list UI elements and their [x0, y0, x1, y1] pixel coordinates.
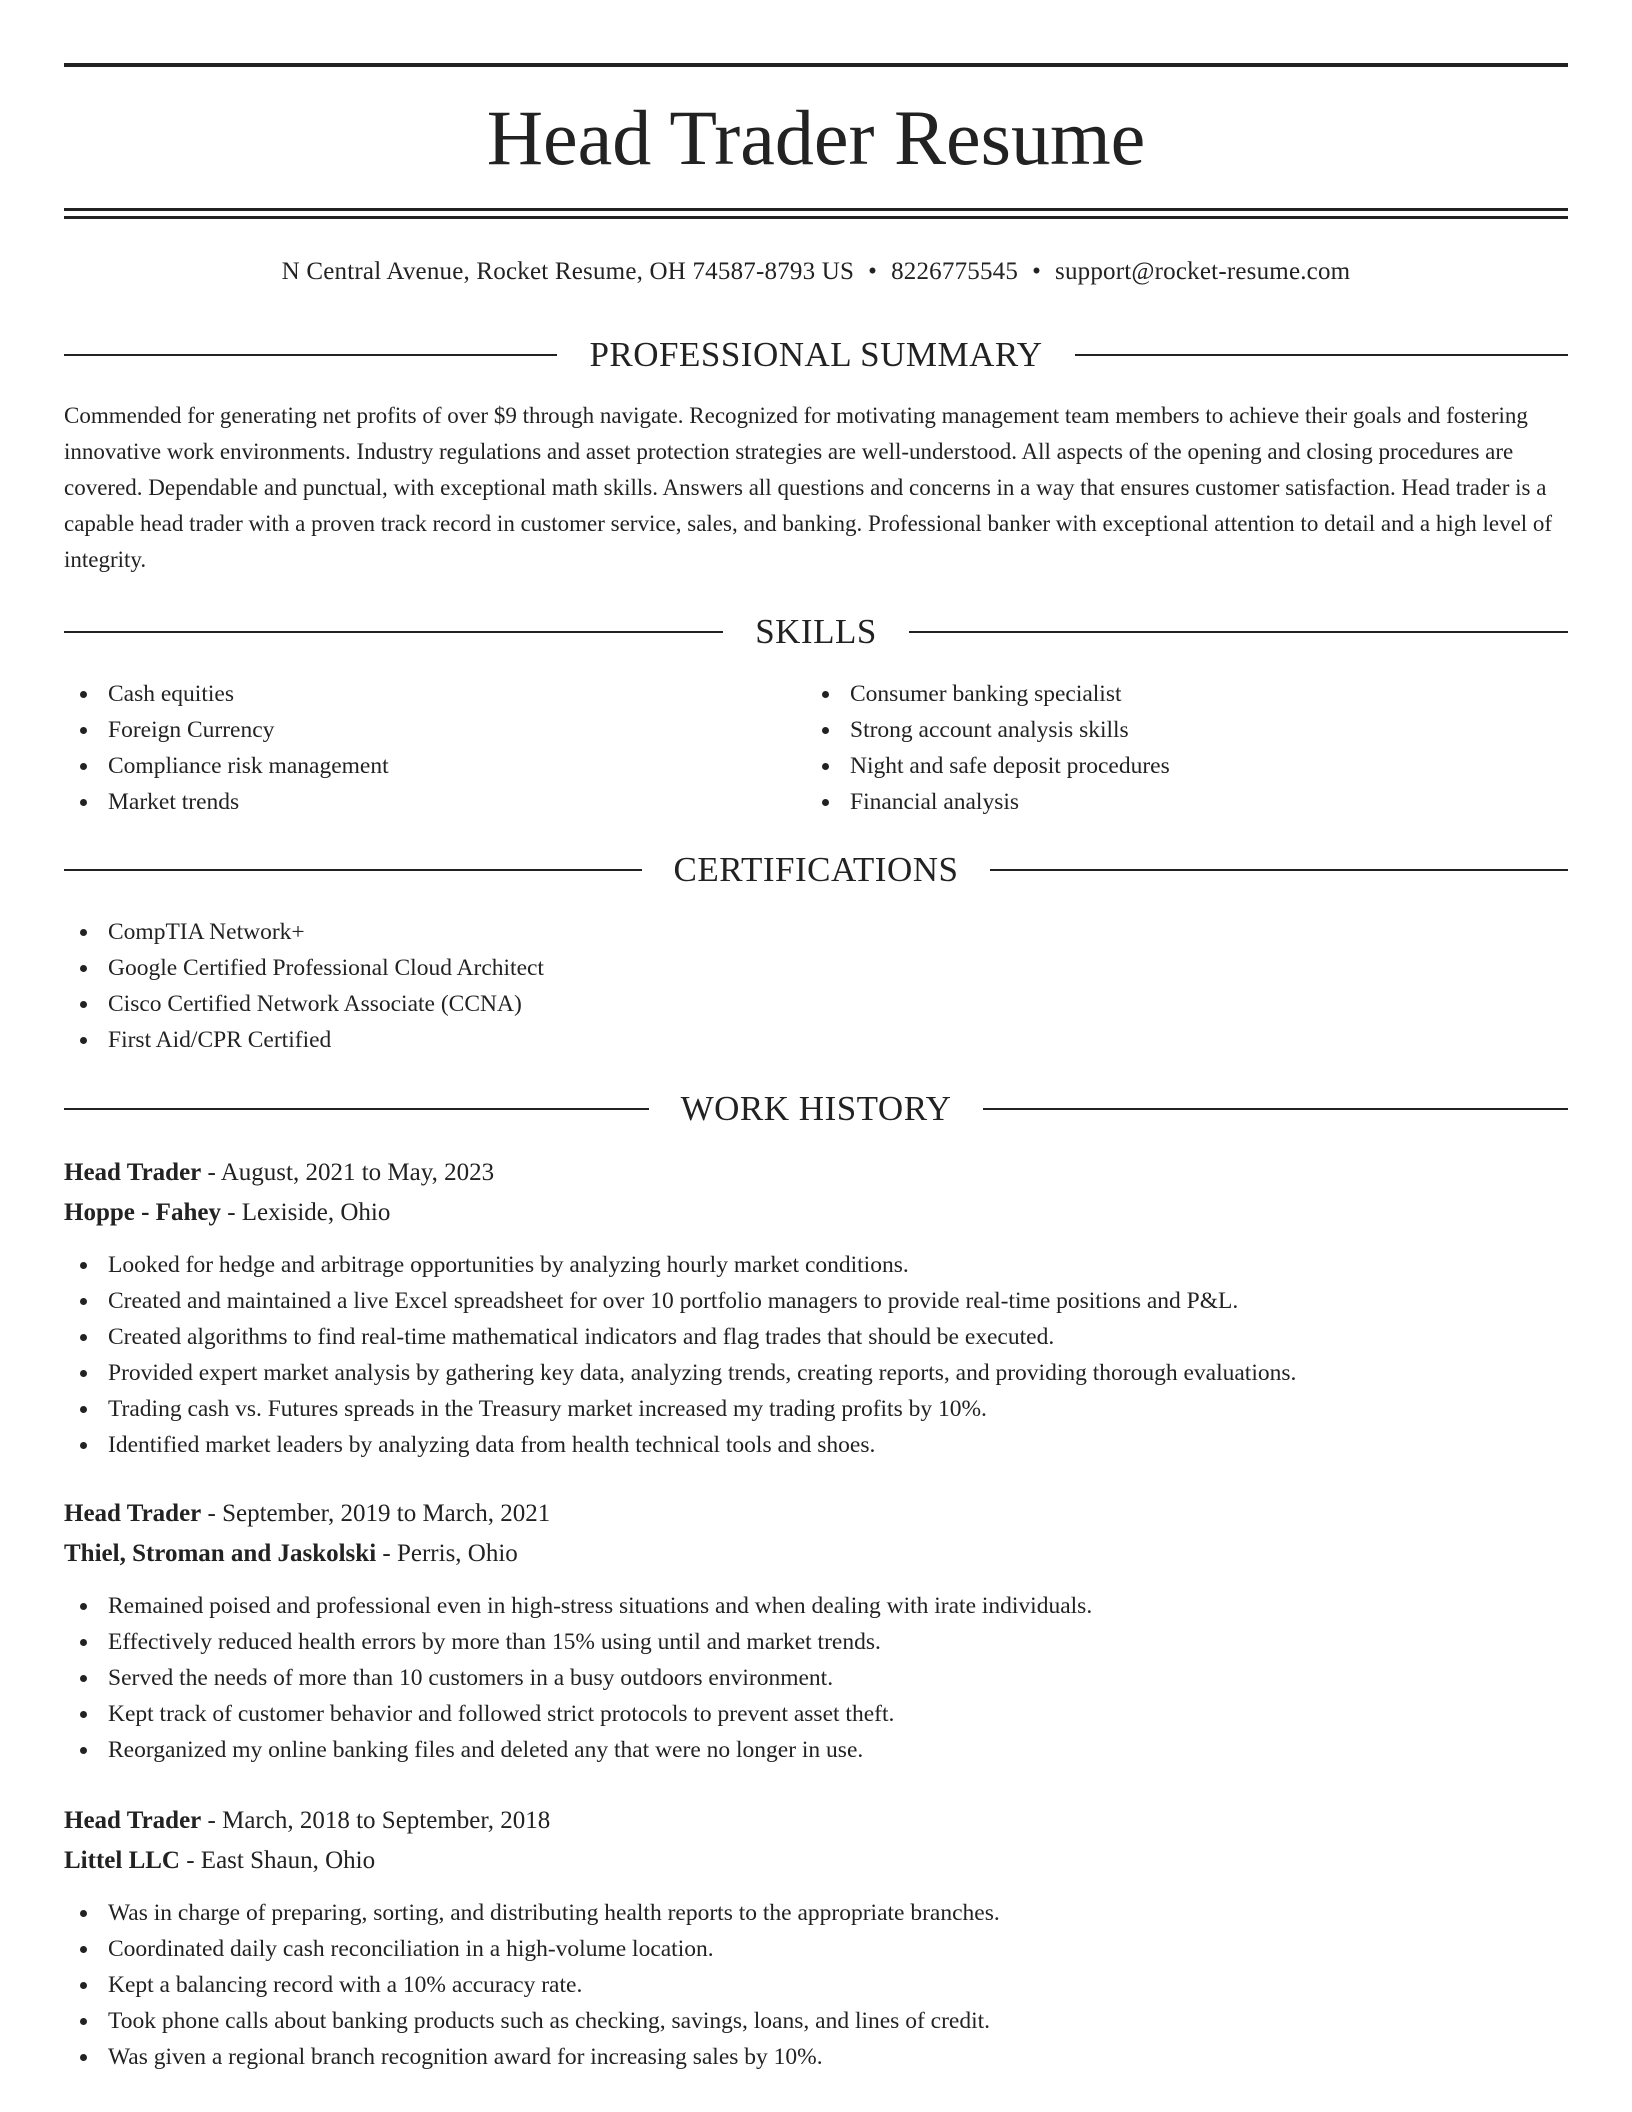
heading-rule-left — [64, 869, 642, 871]
work-history-heading — [64, 1087, 1568, 1131]
job-dash: - — [201, 1807, 223, 1834]
job-dash: - — [201, 1500, 223, 1527]
certifications-heading — [64, 848, 1568, 892]
job-title-line — [64, 1153, 1568, 1193]
job-dash: - — [201, 1159, 221, 1186]
heading-rule-right — [909, 631, 1568, 633]
job-bullet: Took phone calls about banking products such as checking, savings, loans, and lines of credit. — [64, 2003, 1568, 2039]
contact-email: support@rocket-resume.com — [1055, 258, 1351, 285]
job-company-line — [64, 1193, 1568, 1233]
job-bullet: Effectively reduced health errors by more than 15% using until and market trends. — [64, 1624, 1568, 1660]
header-top-rule — [64, 63, 1568, 67]
job-company: Hoppe - Fahey — [64, 1199, 221, 1226]
skill-item: Cash equities — [64, 676, 806, 712]
job-bullet: Kept track of customer behavior and followed strict protocols to prevent asset theft. — [64, 1696, 1568, 1732]
job-company-line — [64, 1534, 1568, 1574]
job-bullet: Was given a regional branch recognition award for increasing sales by 10%. — [64, 2039, 1568, 2075]
contact-line — [64, 252, 1568, 292]
page-title: Head Trader Resume — [486, 94, 1146, 181]
skill-item: Consumer banking specialist — [806, 676, 1568, 712]
summary-heading — [64, 333, 1568, 377]
certifications-list — [64, 914, 1568, 1058]
skills-heading — [64, 610, 1568, 654]
skill-item: Market trends — [64, 784, 806, 820]
job-title: Head Trader — [64, 1807, 202, 1834]
heading-rule-right — [983, 1108, 1568, 1110]
heading-rule-left — [64, 631, 723, 633]
job-bullet: Created algorithms to find real-time mathematical indicators and flag trades that should be executed. — [64, 1319, 1568, 1355]
job-entry — [64, 1801, 1568, 2075]
job-dash: - — [179, 1847, 201, 1874]
skills-heading-label: SKILLS — [755, 612, 877, 651]
skill-item: Financial analysis — [806, 784, 1568, 820]
job-title: Head Trader — [64, 1500, 202, 1527]
contact-phone: 8226775545 — [891, 258, 1019, 285]
certification-item: CompTIA Network+ — [64, 914, 1568, 950]
job-bullet: Created and maintained a live Excel spreadsheet for over 10 portfolio managers to provide real-time positions and P&L. — [64, 1283, 1568, 1319]
job-bullet: Trading cash vs. Futures spreads in the Treasury market increased my trading profits by 10%. — [64, 1391, 1568, 1427]
certifications-heading-label: CERTIFICATIONS — [673, 850, 959, 889]
job-location: East Shaun, Ohio — [200, 1847, 376, 1874]
skill-item: Compliance risk management — [64, 748, 806, 784]
skill-item: Strong account analysis skills — [806, 712, 1568, 748]
job-bullets — [64, 1247, 1568, 1463]
job-location: Lexiside, Ohio — [241, 1199, 391, 1226]
header-bottom-rule — [64, 208, 1568, 211]
heading-rule-left — [64, 1108, 649, 1110]
job-bullet: Kept a balancing record with a 10% accuracy rate. — [64, 1967, 1568, 2003]
job-bullet: Identified market leaders by analyzing data from health technical tools and shoes. — [64, 1427, 1568, 1463]
header-bottom-rule-second — [64, 216, 1568, 219]
job-bullet: Was in charge of preparing, sorting, and distributing health reports to the appropriate branches. — [64, 1895, 1568, 1931]
job-company-line — [64, 1841, 1568, 1881]
summary-text: Commended for generating net profits of over $9 through navigate. Recognized for motivating management team members to achieve their goals and fostering innovative work environments. Industry regulations and asset protection strategies are well-understood. All aspects of the opening and closing procedures are covered. Dependable and punctual, with exceptional math skills. Answers all questions and concerns in a way that ensures customer satisfaction. Head trader is a capable head trader with a proven track record in customer service, sales, and banking. Professional banker with exceptional attention to detail and a high level of integrity. — [64, 403, 1553, 572]
job-entry — [64, 1494, 1568, 1768]
job-title-line — [64, 1801, 1568, 1841]
job-dash: - — [220, 1199, 242, 1226]
certification-item: Cisco Certified Network Associate (CCNA) — [64, 986, 1568, 1022]
heading-rule-right — [990, 869, 1568, 871]
job-dash: - — [376, 1540, 397, 1567]
job-location: Perris, Ohio — [396, 1540, 518, 1567]
work-history-heading-label: WORK HISTORY — [680, 1089, 952, 1128]
job-bullet: Looked for hedge and arbitrage opportunities by analyzing hourly market conditions. — [64, 1247, 1568, 1283]
skill-item: Foreign Currency — [64, 712, 806, 748]
contact-address: N Central Avenue, Rocket Resume, OH 74587-8793 US — [281, 258, 855, 285]
job-bullets — [64, 1588, 1568, 1768]
contact-separator: • — [868, 258, 878, 285]
job-bullets — [64, 1895, 1568, 2075]
job-company: Thiel, Stroman and Jaskolski — [64, 1540, 377, 1567]
heading-rule-left — [64, 354, 557, 356]
skills-list-right — [806, 676, 1568, 820]
heading-rule-right — [1075, 354, 1568, 356]
job-title-line — [64, 1494, 1568, 1534]
job-entry — [64, 1153, 1568, 1463]
job-bullet: Remained poised and professional even in high-stress situations and when dealing with irate individuals. — [64, 1588, 1568, 1624]
contact-separator: • — [1032, 258, 1042, 285]
certification-item: Google Certified Professional Cloud Architect — [64, 950, 1568, 986]
job-bullet: Coordinated daily cash reconciliation in a high-volume location. — [64, 1931, 1568, 1967]
skills-list-left — [64, 676, 806, 820]
job-dates: August, 2021 to May, 2023 — [220, 1159, 495, 1186]
summary-heading-label: PROFESSIONAL SUMMARY — [589, 335, 1043, 374]
job-bullet: Provided expert market analysis by gathering key data, analyzing trends, creating reports, and providing thorough evaluations. — [64, 1355, 1568, 1391]
job-dates: September, 2019 to March, 2021 — [222, 1500, 551, 1527]
job-dates: March, 2018 to September, 2018 — [222, 1807, 551, 1834]
certification-item: First Aid/CPR Certified — [64, 1022, 1568, 1058]
skill-item: Night and safe deposit procedures — [806, 748, 1568, 784]
job-company: Littel LLC — [64, 1847, 180, 1874]
job-bullet: Served the needs of more than 10 customers in a busy outdoors environment. — [64, 1660, 1568, 1696]
job-title: Head Trader — [64, 1159, 202, 1186]
job-bullet: Reorganized my online banking files and deleted any that were no longer in use. — [64, 1732, 1568, 1768]
